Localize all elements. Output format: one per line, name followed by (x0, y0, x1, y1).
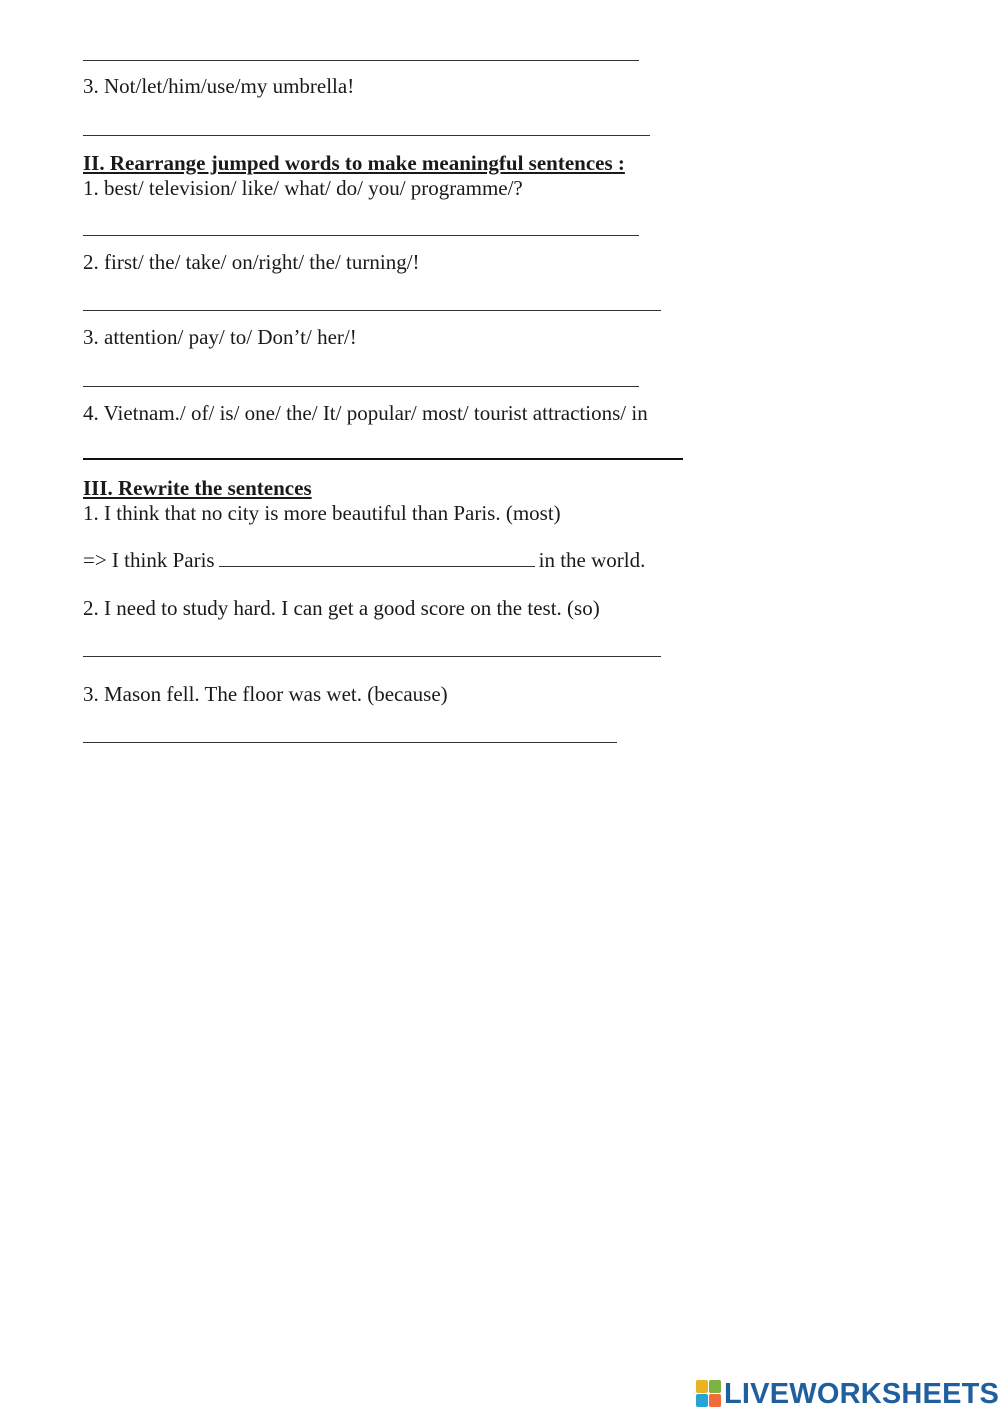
answer-line-ii-1[interactable] (83, 235, 639, 236)
exercise-item-i-3: 3. Not/let/him/use/my umbrella! (83, 74, 355, 98)
exercise-item-ii-2: 2. first/ the/ take/ on/right/ the/ turning/! (83, 250, 420, 274)
answer-line-i-3[interactable] (83, 135, 650, 136)
exercise-item-iii-2: 2. I need to study hard. I can get a good score on the test. (so) (83, 596, 600, 620)
exercise-item-iii-1: 1. I think that no city is more beautiful than Paris. (most) (83, 501, 561, 525)
section-ii-heading: II. Rearrange jumped words to make meaningful sentences : (83, 151, 625, 175)
exercise-item-ii-4: 4. Vietnam./ of/ is/ one/ the/ It/ popular/ most/ tourist attractions/ in (83, 401, 648, 425)
answer-line-prev[interactable] (83, 60, 639, 61)
answer-line-iii-2[interactable] (83, 656, 661, 657)
section-iii-heading: III. Rewrite the sentences (83, 476, 312, 500)
exercise-item-iii-3: 3. Mason fell. The floor was wet. (because) (83, 682, 448, 706)
logo-mark-icon (696, 1380, 722, 1408)
liveworksheets-logo (696, 1377, 999, 1411)
answer-line-ii-3[interactable] (83, 386, 639, 387)
exercise-item-ii-1: 1. best/ television/ like/ what/ do/ you/ programme/? (83, 176, 523, 200)
answer-suffix: in the world. (538, 548, 646, 572)
answer-blank-iii-1[interactable] (219, 548, 535, 567)
answer-prefix: => I think Paris (83, 548, 215, 572)
exercise-item-iii-1-answer (83, 548, 645, 572)
answer-line-ii-4[interactable] (83, 458, 683, 460)
answer-line-ii-2[interactable] (83, 310, 661, 311)
exercise-item-ii-3: 3. attention/ pay/ to/ Don’t/ her/! (83, 325, 357, 349)
logo-text: LIVEWORKSHEETS (724, 1378, 1000, 1410)
answer-line-iii-3[interactable] (83, 742, 617, 743)
